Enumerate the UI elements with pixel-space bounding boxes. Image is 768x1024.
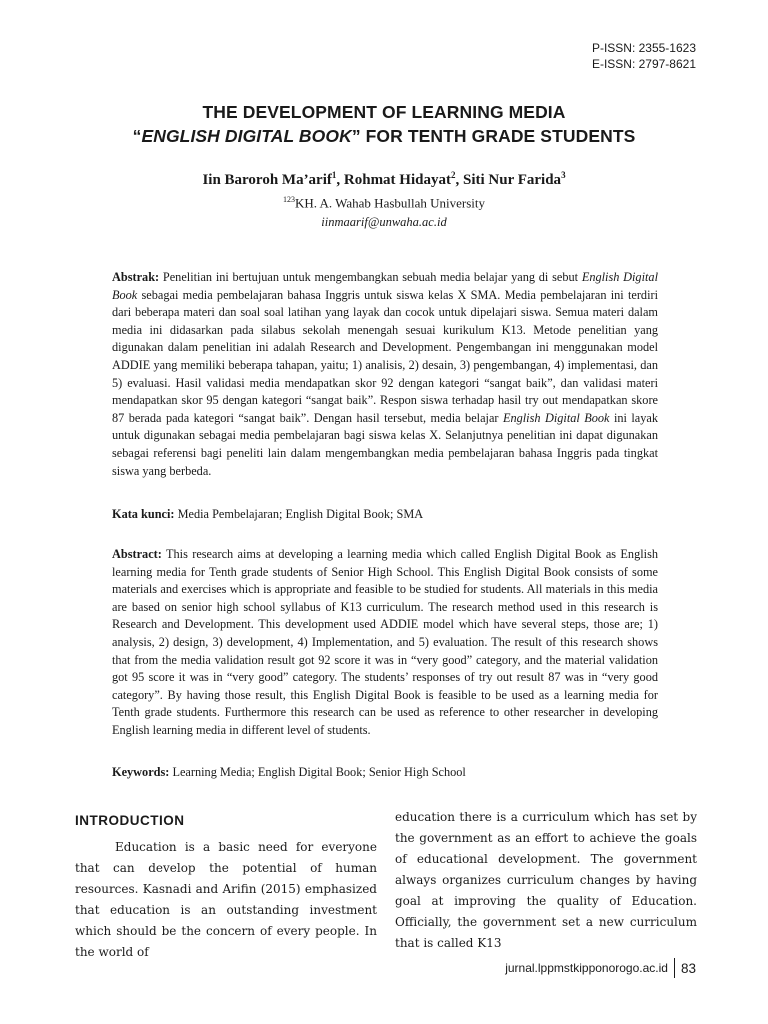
abstrak-italic-1: English Digital Book: [112, 270, 658, 302]
issn-block: [592, 40, 696, 72]
author-1-name: Iin Baroroh Ma’arif: [202, 172, 332, 188]
kata-kunci: [112, 506, 658, 523]
abstrak-text-1: Penelitian ini bertujuan untuk mengembangkan sebuah media belajar yang di sebut: [159, 270, 582, 284]
paper-title: [0, 100, 768, 148]
title-open-quote: “: [132, 126, 142, 146]
author-3-sup: 3: [561, 170, 566, 180]
keywords: [112, 764, 658, 781]
keywords-label: Keywords:: [112, 765, 170, 779]
keywords-text: Learning Media; English Digital Book; Senior High School: [169, 765, 466, 779]
title-line-2: [0, 124, 768, 148]
author-sep-1: ,: [336, 172, 344, 188]
abstract-label: Abstract:: [112, 547, 162, 561]
kata-kunci-text: Media Pembelajaran; English Digital Book; SMA: [174, 507, 424, 521]
journal-url: jurnal.lppmstkipponorogo.ac.id: [505, 961, 668, 975]
author-email: iinmaarif@unwaha.ac.id: [321, 215, 447, 229]
intro-left-column: [75, 837, 377, 963]
e-issn: E-ISSN: 2797-8621: [591, 57, 696, 71]
author-2-name: Rohmat Hidayat: [343, 172, 451, 188]
p-issn: P-ISSN: 2355-1623: [591, 41, 696, 55]
intro-left-text: Education is a basic need for everyone that can develop the potential of human resources. Kasnadi and Arifin (2015) emphasized that education is an outstanding investment which should be the concern of every people. In the world of: [75, 840, 377, 959]
kata-kunci-label: Kata kunci:: [112, 507, 175, 521]
abstrak-paragraph: [112, 269, 658, 480]
abstrak-text-3: ini layak untuk digunakan sebagai media pembelajaran bagi siswa kelas X. Selanjutnya penelitian ini dapat digunakan sebagai referensi bagi peneliti lain dalam mengembangkan media pembelajaran bahasa Inggris pada tingkat siswa yang berbeda.: [112, 410, 658, 478]
abstrak-text-2: sebagai media pembelajaran bahasa Inggris untuk siswa kelas X SMA. Media pembelajaran ini terdiri dari beberapa materi dan soal soal latihan yang layak dan cocok untuk dipelajari siswa. Semua materi dalam media ini didasarkan pada silabus sekolah menengah sesuai kurikulum K13. Metode penelitian yang digunakan dalam penelitian ini adalah Research and Development. Pengembangan ini menggunakan model ADDIE yang memiliki beberapa tahapan, yaitu; 1) analisis, 2) desain, 3) pengembangan, 4) implementasi, dan 5) evaluasi. Hasil validasi media mendapatkan skor 92 dengan kategori “sangat baik”, dan validasi materi mendapatkan skor 95 dengan kategori “sangat baik”. Respon siswa terhadap hasil try out mendapatkan skore 87 berada pada kategori “sangat baik”. Dengan hasil tersebut, media belajar: [112, 287, 658, 425]
intro-right-text: education there is a curriculum which has set by the government as an effort to achieve the goals of educational development. The government always organizes curriculum changes by having goal at improving the quality of Education. Officially, the government set a new curriculum that is called K13: [395, 810, 697, 950]
affiliation: [0, 195, 768, 211]
author-2-sup: 2: [450, 170, 456, 180]
title-italic-part: ENGLISH DIGITAL BOOK: [141, 126, 352, 146]
abstrak-label: Abstrak:: [112, 270, 160, 284]
author-1-sup: 1: [331, 170, 337, 180]
page-number: 83: [680, 960, 696, 976]
footer-divider: [674, 958, 675, 978]
title-rest: ” FOR TENTH GRADE STUDENTS: [351, 126, 636, 146]
intro-right-column: [395, 807, 697, 954]
author-3-name: Siti Nur Farida: [462, 172, 562, 188]
abstract-paragraph: [112, 546, 658, 740]
affiliation-sup: 123: [282, 195, 295, 204]
author-list: [0, 170, 768, 189]
abstract-text: This research aims at developing a learning media which called English Digital Book as English learning media for Tenth grade students of Senior High School. This English Digital Book consists of some materials and exercises which is appropriate and feasible to be studied for students. All materials in this media are based on senior high school syllabus of K13 curriculum. The research method used in this research is Research and Development. This development used ADDIE model which have several steps, those are; 1) analysis, 2) design, 3) development, 4) Implementation, and 5) evaluation. The result of this research shows that from the media validation result got 92 score it was in “very good” category, and the material validation got 95 score it was in “very good” category. The students’ responses of try out result 87 was in “very good category”. By having those result, this English Digital Book is feasible to be used as a learning media for Tenth grade students. Furthermore this research can be used as reference to other researcher in developing English learning media in different level of students.: [112, 547, 658, 737]
affiliation-text: KH. A. Wahab Hasbullah University: [294, 195, 486, 211]
author-sep-2: ,: [455, 172, 463, 188]
abstrak-italic-2: English Digital Book: [502, 410, 610, 425]
title-line-1: THE DEVELOPMENT OF LEARNING MEDIA: [202, 102, 566, 122]
introduction-heading: INTRODUCTION: [75, 813, 185, 828]
page-footer: [505, 958, 696, 978]
